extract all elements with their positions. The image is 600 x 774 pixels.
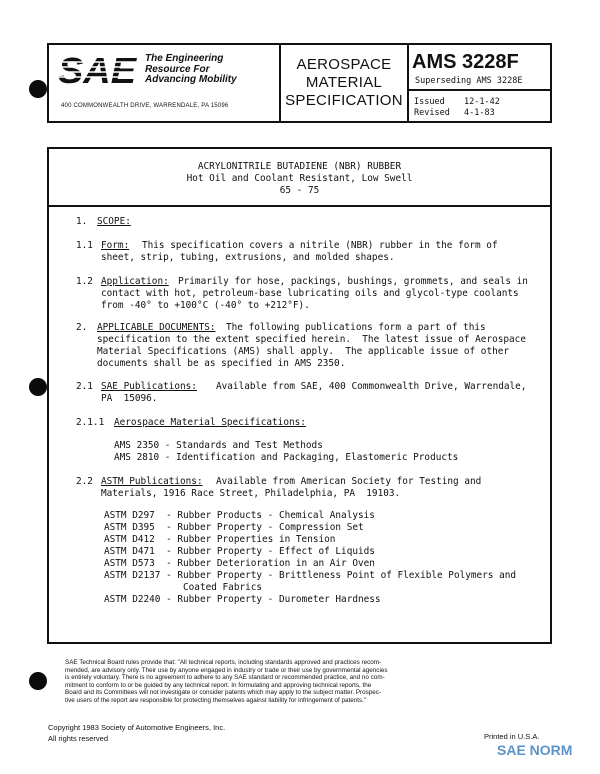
section-2-text-4: documents shall be as specified in AMS 2350. xyxy=(97,358,346,369)
sae-address: 400 COMMONWEALTH DRIVE, WARRENDALE, PA 15096 xyxy=(61,103,229,109)
issued-label: Issued xyxy=(414,97,445,107)
section-2-2-heading: ASTM Publications: xyxy=(101,476,203,487)
tagline-line-2: Resource For xyxy=(145,63,210,75)
revised-label: Revised xyxy=(414,108,450,118)
spec-type-line-3: SPECIFICATION xyxy=(285,92,403,109)
section-2-text-1: The following publications form a part of this xyxy=(226,322,486,333)
punch-hole-middle xyxy=(29,378,47,396)
section-1-2-heading: Application: xyxy=(101,276,169,287)
printed-in-line: Printed in U.S.A. xyxy=(484,732,540,741)
specification-body xyxy=(47,147,552,644)
revised-date: 4-1-83 xyxy=(464,108,495,118)
rights-line: All rights reserved xyxy=(48,734,109,743)
title-line-1: ACRYLONITRILE BUTADIENE (NBR) RUBBER xyxy=(197,161,402,172)
notice-line: SAE Technical Board rules provide that: "All technical reports, including standards approved and practices recom- xyxy=(65,659,382,666)
section-1-number: 1. xyxy=(76,216,88,227)
section-2-2-text-2: Materials, 1916 Race Street, Philadelphia, PA 19103. xyxy=(101,488,401,499)
punch-hole-top xyxy=(29,80,47,98)
section-2-2-text-1: Available from American Society for Testing and xyxy=(216,476,482,487)
section-2-text-2: specification to the extent specified herein. The latest issue of Aerospace xyxy=(97,334,526,345)
astm-doc-item: ASTM D2240 - Rubber Property - Durometer Hardness xyxy=(104,594,381,605)
title-line-3: 65 - 75 xyxy=(279,185,320,196)
notice-line: mitment to conform to or be guided by any technical report. In formulating and approving technical reports, the xyxy=(65,681,372,689)
section-2-1-1-number: 2.1.1 xyxy=(76,417,105,428)
section-2-heading: APPLICABLE DOCUMENTS: xyxy=(97,322,216,333)
document-header xyxy=(47,43,552,123)
section-2-1-number: 2.1 xyxy=(76,381,93,392)
title-line-2: Hot Oil and Coolant Resistant, Low Swell xyxy=(186,173,413,184)
tagline-line-1: The Engineering xyxy=(145,53,224,64)
tagline-line-3: Advancing Mobility xyxy=(145,74,237,85)
svg-text:SAE: SAE xyxy=(58,53,138,87)
ams-number: AMS 3228F xyxy=(412,51,519,73)
section-1-1-heading: Form: xyxy=(101,240,130,251)
section-2-1-text-2: PA 15096. xyxy=(101,393,158,404)
punch-hole-bottom xyxy=(29,672,47,690)
astm-doc-item: ASTM D471 - Rubber Property - Effect of Liquids xyxy=(104,546,375,557)
material-title-block xyxy=(49,149,550,207)
sae-norm-watermark xyxy=(497,742,572,760)
spec-type-line-2: MATERIAL xyxy=(305,74,383,91)
astm-doc-item: ASTM D412 - Rubber Properties in Tension xyxy=(104,534,336,545)
section-1-1-text-1: This specification covers a nitrile (NBR) rubber in the form of xyxy=(142,240,498,251)
section-2-1-text-1: Available from SAE, 400 Commonwealth Drive, Warrendale, xyxy=(216,381,527,392)
section-2-1-heading: SAE Publications: xyxy=(101,381,197,392)
section-1-1-number: 1.1 xyxy=(76,240,93,251)
sae-tagline xyxy=(145,54,237,86)
issued-date: 12-1-42 xyxy=(464,97,500,107)
astm-doc-item: ASTM D573 - Rubber Deterioration in an Air Oven xyxy=(104,558,375,569)
spec-type-block xyxy=(279,45,409,121)
astm-doc-item: ASTM D2137 - Rubber Property - Brittleness Point of Flexible Polymers and xyxy=(104,570,517,581)
section-1-2-text-3: from -40° to +100°C (-40° to +212°F). xyxy=(101,300,310,311)
ams-doc-item: AMS 2350 - Standards and Test Methods xyxy=(114,440,323,451)
notice-line: mended, are advisory only. Their use by anyone engaged in industry or trade or their use by governmental agencies xyxy=(65,666,388,674)
ams-number-block xyxy=(409,45,550,121)
astm-doc-item: Coated Fabrics xyxy=(104,582,263,593)
section-1-2-text-1: Primarily for hose, packings, bushings, grommets, and seals in xyxy=(178,276,528,287)
section-1-1-text-2: sheet, strip, tubing, extrusions, and molded shapes. xyxy=(101,252,395,263)
spec-type-line-1: AEROSPACE xyxy=(296,56,392,73)
ams-divider xyxy=(409,89,550,91)
section-1-heading: SCOPE: xyxy=(97,216,131,227)
sae-logo-icon xyxy=(57,53,139,87)
technical-board-notice xyxy=(65,659,545,705)
notice-line: is entirely voluntary. There is no agreement to adhere to any SAE standard or recommended practice, and no com- xyxy=(65,674,385,682)
copyright-line: Copyright 1983 Society of Automotive Engineers, Inc. xyxy=(48,723,226,732)
section-2-1-1-heading: Aerospace Material Specifications: xyxy=(114,417,306,428)
astm-doc-item: ASTM D297 - Rubber Products - Chemical Analysis xyxy=(104,510,375,521)
watermark-text: SAE NORM xyxy=(497,742,573,758)
astm-doc-item: ASTM D395 - Rubber Property - Compression Set xyxy=(104,522,364,533)
section-2-number: 2. xyxy=(76,322,88,333)
section-1-2-text-2: contact with hot, petroleum-base lubricating oils and glycol-type coolants xyxy=(101,288,519,299)
section-1-2-number: 1.2 xyxy=(76,276,93,287)
ams-doc-item: AMS 2810 - Identification and Packaging, Elastomeric Products xyxy=(114,452,459,463)
section-2-text-3: Material Specifications (AMS) shall apply. The applicable issue of other xyxy=(97,346,510,357)
notice-line: tive users of the report are responsible for protecting themselves against liability for infringement of patents." xyxy=(65,696,367,704)
section-2-2-number: 2.2 xyxy=(76,476,93,487)
superseding-note: Superseding AMS 3228E xyxy=(415,76,523,86)
notice-line: Board and its Committees will not investigate or consider patents which may apply to the subject matter. Prospec- xyxy=(65,689,382,697)
sae-logo-block xyxy=(49,45,279,121)
